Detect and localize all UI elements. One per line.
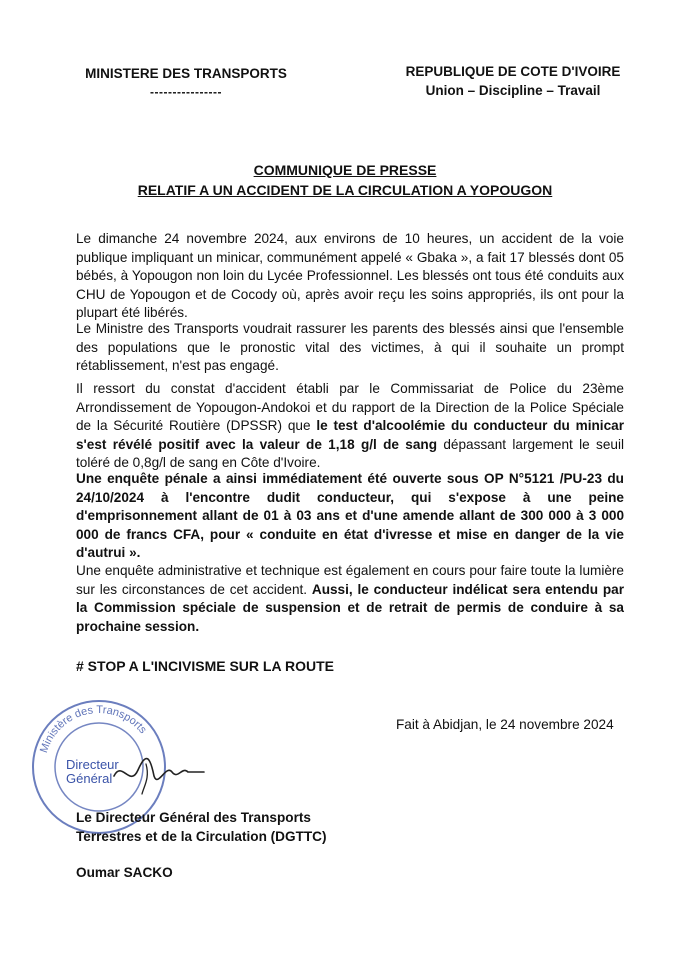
paragraph-2: Le Ministre des Transports voudrait rassurer les parents des blessés ainsi que l'ensemble des populations que le pronostic vital des victimes, à qui il souhaite un prompt rétablissement, n'est pas engagé. [76,321,624,374]
country-name: REPUBLIQUE DE COTE D'IVOIRE [405,64,621,79]
stamp-label-line-1: Directeur [66,757,119,772]
document-title [90,160,600,200]
signatory-line-1: Le Directeur Général des Transports [76,810,311,825]
paragraph-3-end: dépassant largement le seuil toléré de 0,8g/l de sang en Côte d'Ivoire. [76,436,624,471]
paragraph-3-emphasis: le test d'alcoolémie du conducteur du minicar s'est révélé positif avec la valeur de 1,18 g/l de sang [76,418,624,452]
paragraph-4-text: Une enquête pénale a ainsi immédiatement été ouverte sous OP N°5121 /PU-23 du 24/10/2024 à l'encontre dudit conducteur, qui s'expose à une peine d'emprisonnement allant de 01 à 03 ans et d'une amende allant de 300 000 à 3 000 000 de francs CFA, pour « conduite en état d'ivresse et mise en danger de la vie d'autrui ». [76,471,624,561]
paragraph-5-emphasis: Aussi, le conducteur indélicat sera entendu par la Commission spéciale de suspension et de retrait de permis de conduire à sa prochaine session. [76,581,624,634]
country-header [378,64,648,98]
signatory-line-2: Terrestres et de la Circulation (DGTTC) [76,829,327,844]
paragraph-5-start: Une enquête administrative et technique est également en cours pour faire toute la lumière sur les circonstances de cet accident. [76,563,624,597]
place-and-date: Fait à Abidjan, le 24 novembre 2024 [396,717,614,732]
paragraph-1: Le dimanche 24 novembre 2024, aux environs de 10 heures, un accident de la voie publique impliquant un minicar, communément appelé « Gbaka », a fait 17 blessés dont 05 bébés, à Yopougon non loin du Lycée Professionnel. Les blessés ont tous été conduits aux CHU de Yopougon et de Cocody où, après avoir reçu les soins appropriés, ils ont pour la plupart été libérés. [76,231,624,321]
title-line-2: RELATIF A UN ACCIDENT DE LA CIRCULATION A YOPOUGON [137,182,553,198]
signer-name: Oumar SACKO [76,865,173,880]
hashtag-slogan: # STOP A L'INCIVISME SUR LA ROUTE [76,658,334,674]
title-line-1: COMMUNIQUE DE PRESSE [253,162,437,178]
paragraph-3 [76,380,624,473]
handwritten-signature [108,742,218,802]
paragraph-4 [76,470,624,563]
signatory-title [76,808,416,846]
signature-stroke-graphic [108,742,218,802]
ministry-separator: ---------------- [150,85,222,99]
paragraph-5 [76,562,624,636]
paragraph-3-start: Il ressort du constat d'accident établi par le Commissariat de Police du 23ème Arrondissement de Yopougon-Andokoi et du rapport de la Direction de la Police Spéciale de la Sécurité Routière (DPSSR) que [76,381,624,434]
stamp-ring-text: Ministère des Transports [38,703,149,755]
national-motto: Union – Discipline – Travail [425,83,601,98]
ministry-header [72,66,300,99]
ministry-name: MINISTERE DES TRANSPORTS [85,66,287,81]
stamp-label-line-2: Général [66,771,113,786]
